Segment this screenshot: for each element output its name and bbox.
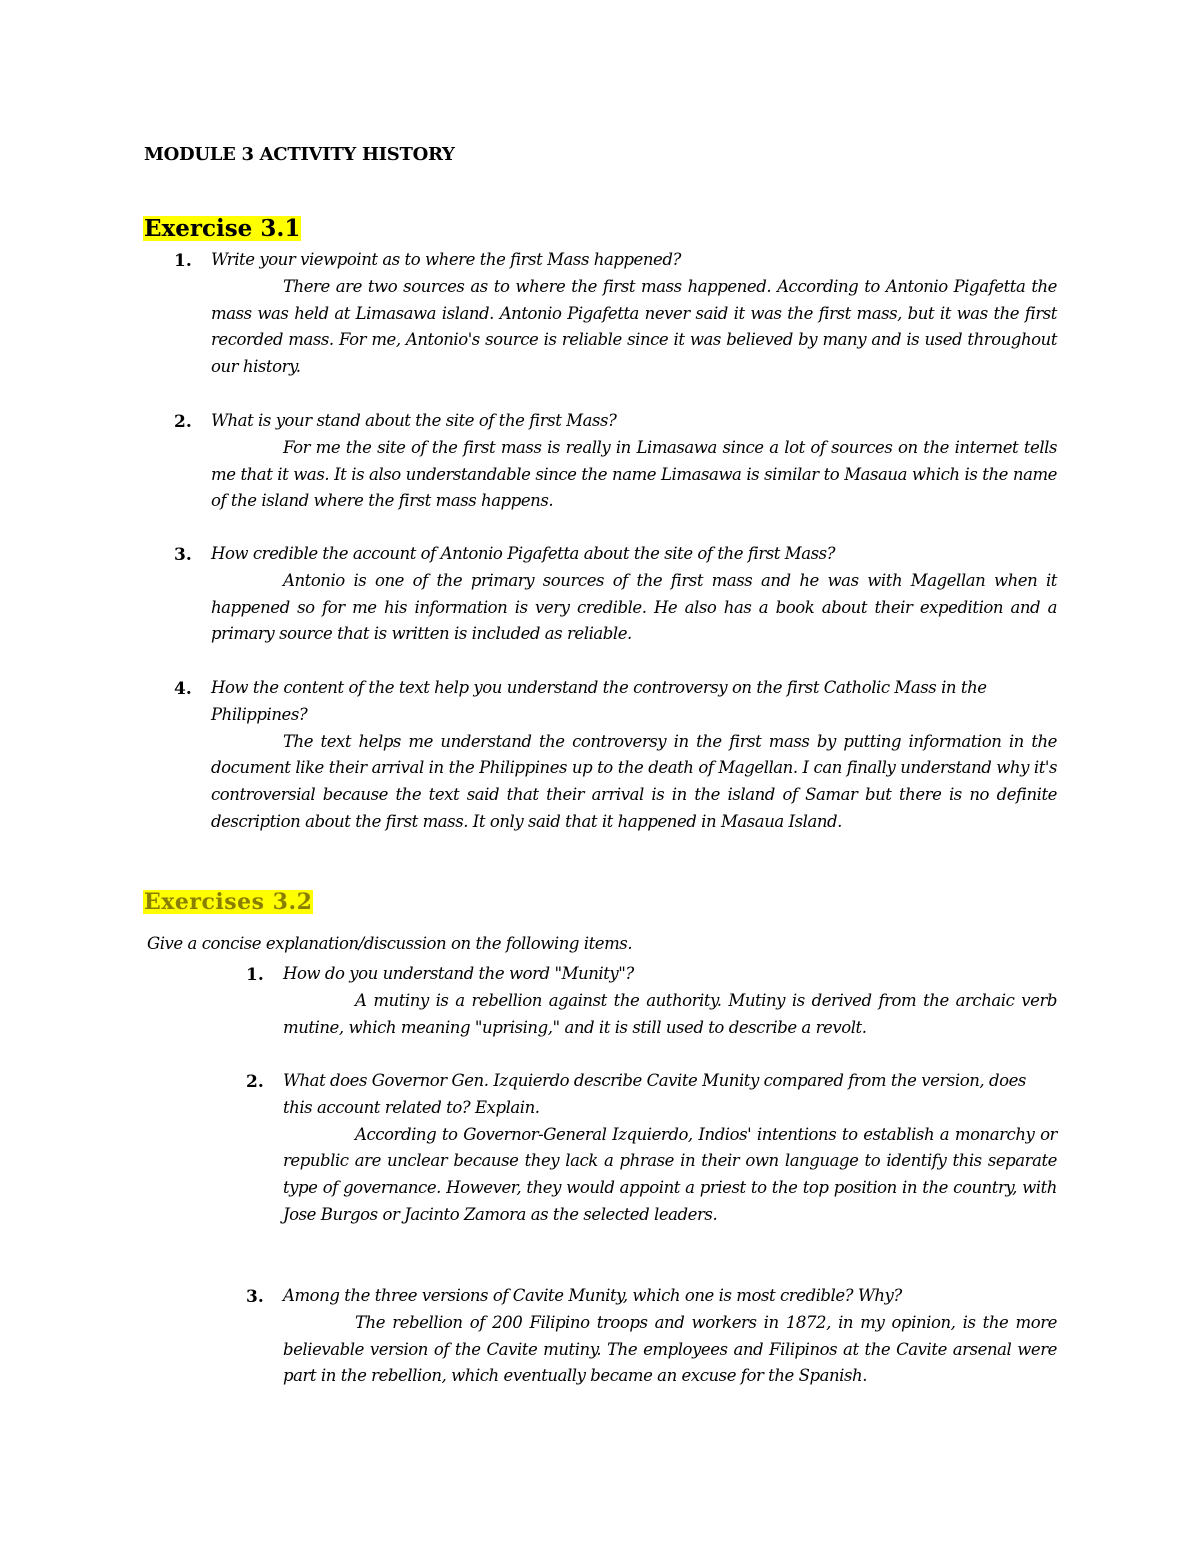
question-number: 1. [246, 965, 264, 985]
section-heading-exercises-3-2: Exercises 3.2 [144, 889, 313, 915]
answer-text: A mutiny is a rebellion against the authority. Mutiny is derived from the archaic verb mutine, which meaning "uprising," and it is still used to describe a revolt. [283, 990, 1057, 1037]
question-item [211, 408, 1057, 515]
section-heading-exercise-3-1: Exercise 3.1 [144, 215, 301, 242]
answer-text: According to Governor-General Izquierdo, Indios' intentions to establish a monarchy or republic are unclear because they lack a phrase in their own language to identify this separate type of governance. However, they would appoint a priest to the top position in the country, with Jose Burgos or Jacinto Zamora as the selected leaders. [283, 1124, 1057, 1224]
answer-text: Antonio is one of the primary sources of the first mass and he was with Magellan when it happened so for me his information is very credible. He also has a book about their expedition and a primary source that is written is included as reliable. [211, 570, 1057, 644]
question-item [211, 247, 1057, 381]
question-number: 3. [246, 1287, 264, 1307]
question-text: Among the three versions of Cavite Munity, which one is most credible? Why? [283, 1286, 902, 1305]
question-number: 1. [174, 251, 192, 271]
answer-text: The rebellion of 200 Filipino troops and workers in 1872, in my opinion, is the more believable version of the Cavite mutiny. The employees and Filipinos at the Cavite arsenal were part in the rebellion, which eventually became an excuse for the Spanish. [283, 1312, 1057, 1386]
section-intro: Give a concise explanation/discussion on the following items. [147, 934, 633, 953]
question-text: Write your viewpoint as to where the first Mass happened? [211, 250, 681, 269]
question-number: 2. [246, 1072, 264, 1092]
question-item [283, 1068, 1057, 1229]
question-text: What is your stand about the site of the first Mass? [211, 411, 617, 430]
question-item [283, 1283, 1057, 1390]
question-item [211, 675, 1057, 836]
answer-text: There are two sources as to where the first mass happened. According to Antonio Pigafetta the mass was held at Limasawa island. Antonio Pigafetta never said it was the first mass, but it was the first recorded mass. For me, Antonio's source is reliable since it was believed by many and is used throughout our history. [211, 276, 1057, 377]
answer-text: For me the site of the first mass is really in Limasawa since a lot of sources on the internet tells me that it was. It is also understandable since the name Limasawa is similar to Masaua which is the name of the island where the first mass happens. [211, 437, 1057, 511]
question-item [283, 961, 1057, 1041]
question-text: How do you understand the word "Munity"? [283, 964, 634, 983]
question-number: 2. [174, 412, 192, 432]
question-text: What does Governor Gen. Izquierdo describe Cavite Munity compared from the version, does this account related to? Explain. [283, 1071, 1026, 1117]
question-item [211, 541, 1057, 648]
answer-text: The text helps me understand the controversy in the first mass by putting information in the document like their arrival in the Philippines up to the death of Magellan. I can finally understand why it's controversial because the text said that their arrival is in the island of Samar but there is no definite description about the first mass. It only said that it happened in Masaua Island. [211, 731, 1057, 831]
question-text: How the content of the text help you understand the controversy on the first Catholic Mass in the Philippines? [211, 678, 987, 724]
document-title: MODULE 3 ACTIVITY HISTORY [144, 144, 455, 165]
question-text: How credible the account of Antonio Pigafetta about the site of the first Mass? [211, 544, 836, 563]
question-number: 4. [174, 679, 192, 699]
question-number: 3. [174, 545, 192, 565]
